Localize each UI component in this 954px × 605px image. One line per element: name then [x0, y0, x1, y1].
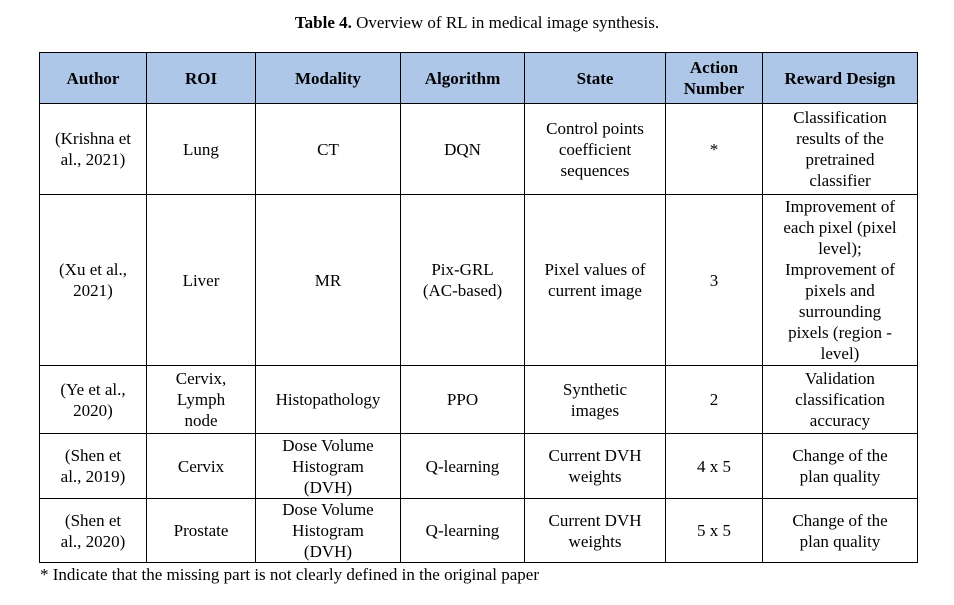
header-modality: Modality	[256, 53, 401, 104]
cell-state: Current DVH weights	[525, 499, 666, 563]
cell-state: Synthetic images	[525, 366, 666, 434]
cell-reward-design: Validation classification accuracy	[763, 366, 918, 434]
cell-modality: CT	[256, 104, 401, 195]
cell-modality: Dose Volume Histogram (DVH)	[256, 434, 401, 499]
cell-action-number: 5 x 5	[666, 499, 763, 563]
cell-author: (Ye et al., 2020)	[40, 366, 147, 434]
cell-state: Current DVH weights	[525, 434, 666, 499]
header-reward-design: Reward Design	[763, 53, 918, 104]
header-action-number: Action Number	[666, 53, 763, 104]
cell-algorithm: PPO	[401, 366, 525, 434]
table-row	[40, 366, 918, 434]
cell-roi: Liver	[147, 195, 256, 366]
header-state: State	[525, 53, 666, 104]
cell-reward-design: Classification results of the pretrained classifier	[763, 104, 918, 195]
table-row	[40, 195, 918, 366]
cell-action-number: *	[666, 104, 763, 195]
table-footnote: * Indicate that the missing part is not clearly defined in the original paper	[40, 565, 539, 584]
table-caption	[0, 12, 954, 34]
cell-reward-design: Change of the plan quality	[763, 499, 918, 563]
table-row	[40, 499, 918, 563]
cell-algorithm: Q-learning	[401, 499, 525, 563]
cell-reward-design: Improvement of each pixel (pixel level); Improvement of pixels and surrounding pixels (region - level)	[763, 195, 918, 366]
cell-roi: Lung	[147, 104, 256, 195]
cell-state: Pixel values of current image	[525, 195, 666, 366]
table-caption-text: Overview of RL in medical image synthesis.	[356, 13, 660, 32]
table-caption-label: Table 4.	[294, 13, 352, 32]
cell-author: (Xu et al., 2021)	[40, 195, 147, 366]
cell-modality: Histopathology	[256, 366, 401, 434]
cell-author: (Shen et al., 2019)	[40, 434, 147, 499]
cell-roi: Cervix	[147, 434, 256, 499]
cell-algorithm: DQN	[401, 104, 525, 195]
cell-roi: Prostate	[147, 499, 256, 563]
table-header-row	[40, 53, 918, 104]
cell-reward-design: Change of the plan quality	[763, 434, 918, 499]
rl-synthesis-table	[39, 52, 918, 563]
cell-state: Control points coefficient sequences	[525, 104, 666, 195]
cell-action-number: 4 x 5	[666, 434, 763, 499]
header-roi: ROI	[147, 53, 256, 104]
cell-algorithm: Q-learning	[401, 434, 525, 499]
table-row	[40, 434, 918, 499]
cell-modality: Dose Volume Histogram (DVH)	[256, 499, 401, 563]
cell-author: (Krishna et al., 2021)	[40, 104, 147, 195]
cell-action-number: 2	[666, 366, 763, 434]
cell-action-number: 3	[666, 195, 763, 366]
header-algorithm: Algorithm	[401, 53, 525, 104]
cell-roi: Cervix, Lymph node	[147, 366, 256, 434]
cell-algorithm: Pix-GRL (AC-based)	[401, 195, 525, 366]
cell-author: (Shen et al., 2020)	[40, 499, 147, 563]
header-author: Author	[40, 53, 147, 104]
table-row	[40, 104, 918, 195]
cell-modality: MR	[256, 195, 401, 366]
